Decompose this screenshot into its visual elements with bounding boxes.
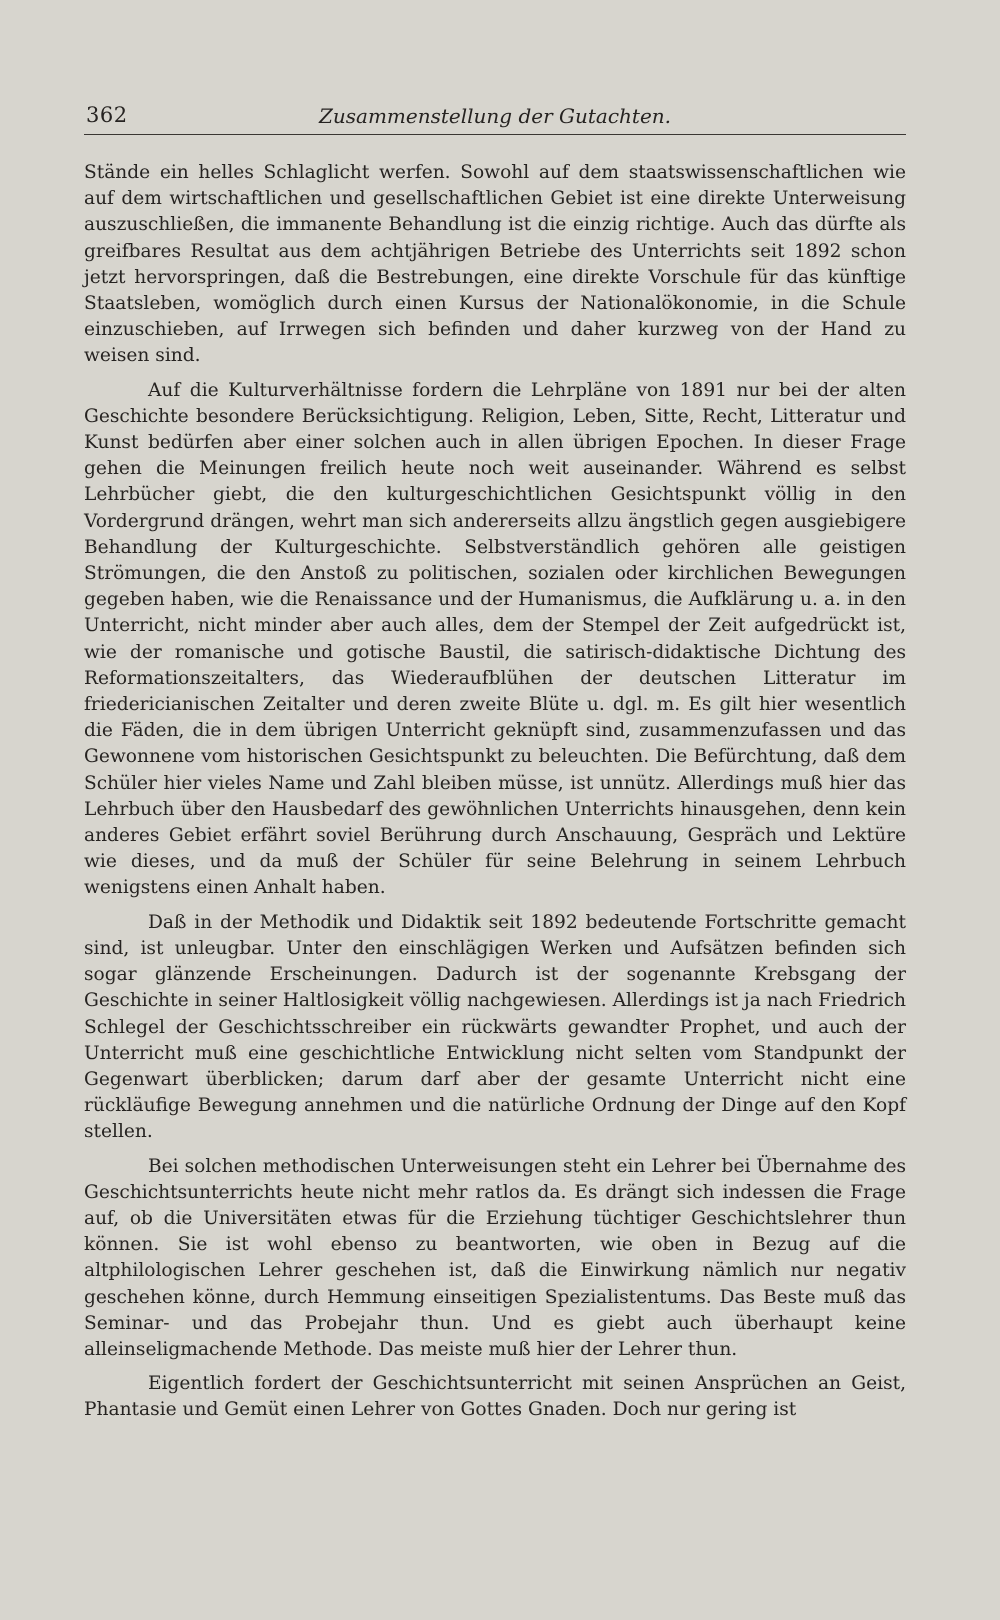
paragraph-3: Daß in der Methodik und Didaktik seit 1892 bedeutende Fortschritte gemacht sind, ist unleugbar. Unter den einschlägigen Werken und Aufsätzen befinden sich sogar glänzende Erscheinungen. Dadurch ist der sogenannte Krebsgang der Geschichte in seiner Haltlosigkeit völlig nachgewiesen. Allerdings ist ja nach Friedrich Schlegel der Geschichtsschreiber ein rückwärts gewandter Prophet, und auch der Unterricht muß eine geschichtliche Entwicklung nicht selten vom Standpunkt der Gegenwart überblicken; darum darf aber der gesamte Unterricht nicht eine rückläufige Bewegung annehmen und die natürliche Ordnung der Dinge auf den Kopf stellen. xyxy=(84,911,906,1143)
page-number: 362 xyxy=(86,103,128,127)
paragraph-2: Auf die Kulturverhältnisse fordern die Lehrpläne von 1891 nur bei der alten Geschichte besondere Berücksichtigung. Religion, Leben, Sitte, Recht, Litteratur und Kunst bedürfen aber einer solchen auch in allen übrigen Epochen. In dieser Frage gehen die Meinungen freilich heute noch weit auseinander. Während es selbst Lehrbücher giebt, die den kulturgeschichtlichen Gesichtspunkt völlig in den Vordergrund drängen, wehrt man sich andererseits allzu ängstlich gegen ausgiebigere Behandlung der Kulturgeschichte. Selbstverständlich gehören alle geistigen Strömungen, die den Anstoß zu politischen, sozialen oder kirchlichen Bewegungen gegeben haben, wie die Renaissance und der Humanismus, die Aufklärung u. a. in den Unterricht, nicht minder aber auch alles, dem der Stempel der Zeit aufgedrückt ist, wie der romanische und gotische Baustil, die satirisch-didaktische Dichtung des Reformationszeitalters, das Wiederaufblühen der deutschen Litteratur im friedericianischen Zeitalter und deren zweite Blüte u. dgl. m. Es gilt hier wesentlich die Fäden, die in dem übrigen Unterricht geknüpft sind, zusammenzufassen und das Gewonnene vom historischen Gesichtspunkt zu beleuchten. Die Befürchtung, daß dem Schüler hier vieles Name und Zahl bleiben müsse, ist unnütz. Allerdings muß hier das Lehrbuch über den Hausbedarf des gewöhnlichen Unterrichts hinausgehen, denn kein anderes Gebiet erfährt soviel Berührung durch Anschauung, Gespräch und Lektüre wie dieses, und da muß der Schüler für seine Belehrung in seinem Lehrbuch wenigstens einen Anhalt haben. xyxy=(84,379,906,899)
page-header xyxy=(84,100,906,135)
body-text xyxy=(84,160,906,1432)
paragraph-1: Stände ein helles Schlaglicht werfen. Sowohl auf dem staatswissenschaftlichen wie auf dem wirtschaftlichen und gesellschaftlichen Gebiet ist eine direkte Unterweisung auszuschließen, die immanente Behandlung ist die einzig richtige. Auch das dürfte als greifbares Resultat aus dem achtjährigen Betriebe des Unterrichts seit 1892 schon jetzt hervorspringen, daß die Bestrebungen, eine direkte Vorschule für das künftige Staatsleben, womöglich durch einen Kursus der Nationalökonomie, in die Schule einzuschieben, auf Irrwegen sich befinden und daher kurzweg von der Hand zu weisen sind. xyxy=(84,162,906,367)
paragraph-4: Bei solchen methodischen Unterweisungen steht ein Lehrer bei Übernahme des Geschichtsunterrichts heute nicht mehr ratlos da. Es drängt sich indessen die Frage auf, ob die Universitäten etwas für die Erziehung tüchtiger Geschichtslehrer thun können. Sie ist wohl ebenso zu beantworten, wie oben in Bezug auf die altphilologischen Lehrer geschehen ist, daß die Einwirkung nämlich nur negativ geschehen könne, durch Hemmung einseitigen Spezialistentums. Das Beste muß das Seminar- und das Probejahr thun. Und es giebt auch überhaupt keine alleinseligmachende Methode. Das meiste muß hier der Lehrer thun. xyxy=(84,1155,906,1360)
paragraph-5: Eigentlich fordert der Geschichtsunterricht mit seinen Ansprüchen an Geist, Phantasie und Gemüt einen Lehrer von Gottes Gnaden. Doch nur gering ist xyxy=(84,1373,906,1421)
running-head: Zusammenstellung der Gutachten. xyxy=(318,104,672,128)
